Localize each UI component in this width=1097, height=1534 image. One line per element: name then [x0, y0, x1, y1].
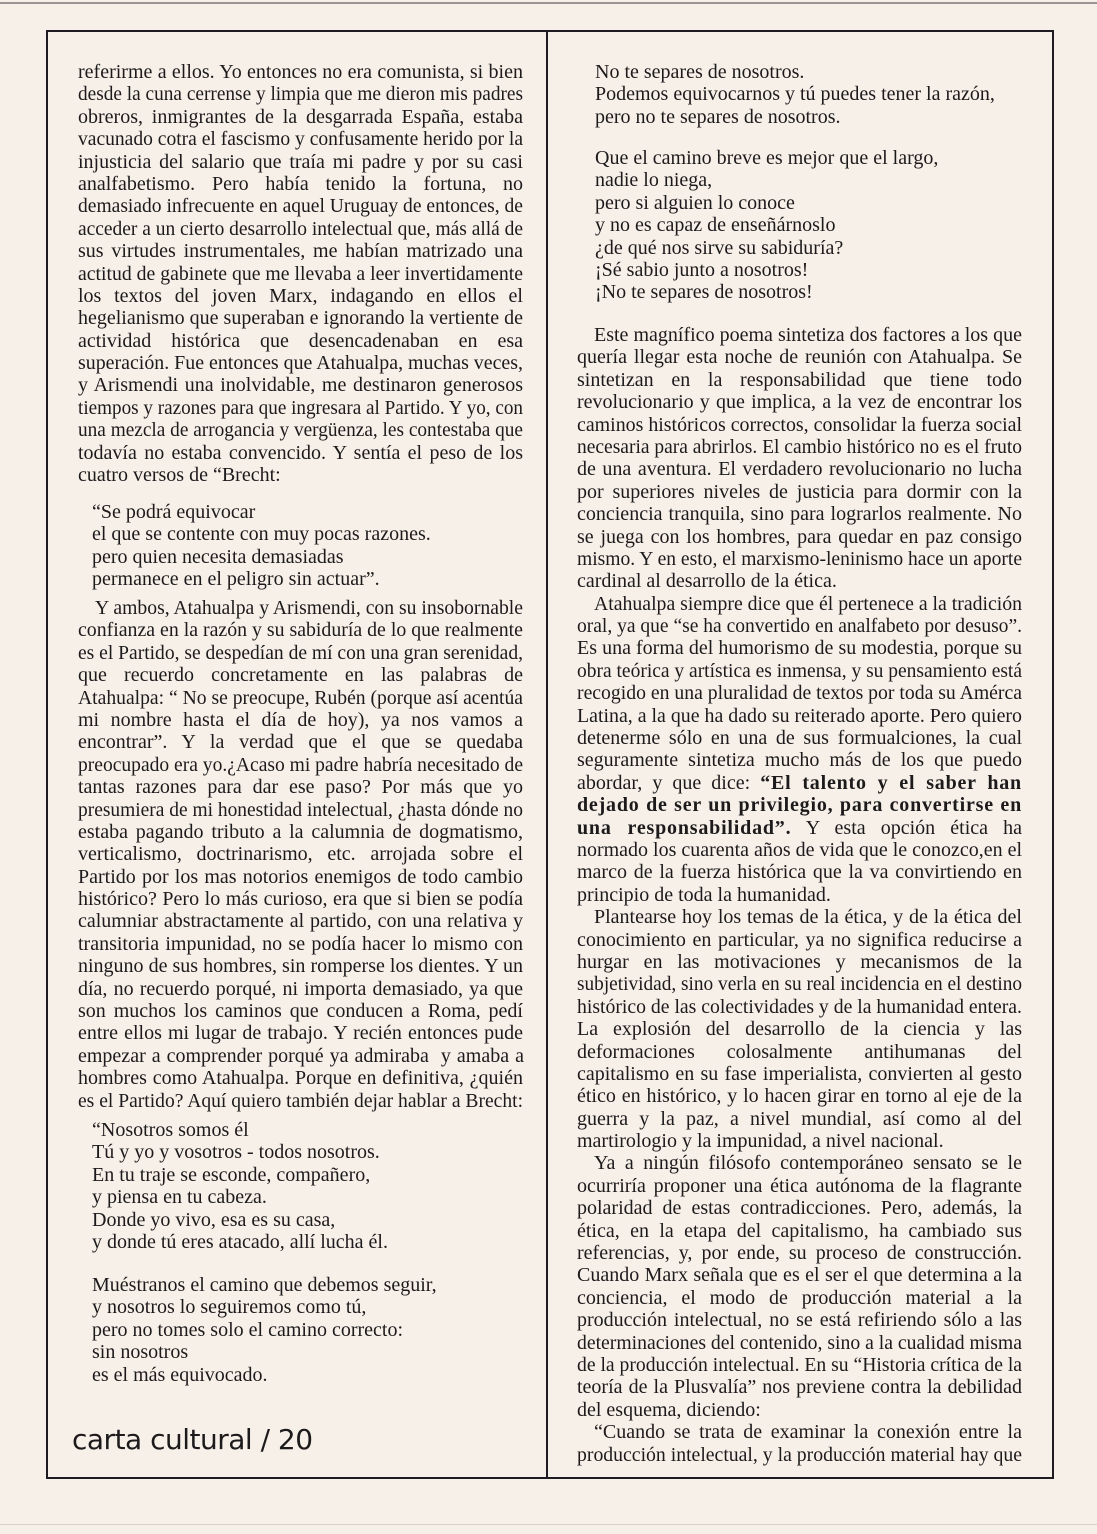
line-text: cuatro versos de “Brecht:	[78, 464, 281, 487]
line-text: ¿de qué nos sirve su sabiduría?	[595, 236, 844, 259]
line-text: detenerme sólo en una de sus formualciones, la cual	[577, 727, 1022, 750]
line-text: No te separes de nosotros.	[595, 61, 805, 83]
text-line	[577, 1018, 1022, 1040]
line-text: permanece en el peligro sin actuar”.	[92, 568, 380, 591]
text-line	[78, 642, 523, 664]
line-text: obreros, inmigrantes de la desgarrada España, estaba	[78, 105, 523, 128]
line-text: Este magnífico poema sintetiza dos factores a los que	[594, 324, 1022, 346]
text-line	[577, 1152, 1022, 1174]
line-text: Que el camino breve es mejor que el largo,	[595, 147, 939, 169]
bold-quote-text: dejado de ser un privilegio, para convertirse en	[577, 794, 1022, 817]
text-line	[78, 173, 523, 195]
line-text: Ya a ningún filósofo contemporáneo sensato se le	[594, 1152, 1022, 1175]
text-line	[78, 866, 523, 888]
text-line	[577, 1175, 1022, 1197]
line-text: referirme a ellos. Yo entonces no era comunista, si bien	[78, 61, 523, 83]
line-text: cardinal al desarrollo de la ética.	[577, 570, 837, 593]
line-text: es el más equivocado.	[92, 1363, 268, 1386]
text-line	[577, 169, 1022, 191]
line-text: “Cuando se trata de examinar la conexión entre la	[594, 1421, 1022, 1444]
line-text: histórico? Pero lo más curioso, era que si bien se podía	[78, 888, 523, 911]
text-line	[577, 1287, 1022, 1309]
footer-page-label: carta cultural / 20	[72, 1423, 313, 1456]
line-text: demasiado infrecuente en aquel Uruguay de entonces, de	[78, 195, 523, 218]
line-text: ¡No te separes de nosotros!	[595, 281, 813, 304]
text-line	[577, 951, 1022, 973]
line-text: Muéstranos el camino que debemos seguir,	[92, 1274, 437, 1296]
line-text: marco de la fuerza histórica que la va convirtiendo en	[577, 861, 1022, 884]
text-line	[78, 1319, 523, 1341]
text-line	[577, 346, 1022, 368]
text-line	[78, 1364, 523, 1386]
line-text: y donde tú eres atacado, allí lucha él.	[92, 1230, 388, 1253]
line-text: Podemos equivocarnos y tú puedes tener la razón,	[595, 83, 995, 106]
line-text: pero si alguien lo conoce	[595, 191, 795, 214]
line-text: de la producción intelectual. En su “Historia crítica de la	[577, 1353, 1022, 1376]
text-line	[577, 1220, 1022, 1242]
line-text: verticalismo, doctrinarismo, etc. arrojada sobre el	[78, 843, 523, 866]
text-line	[78, 195, 523, 217]
line-text: Y ambos, Atahualpa y Arismendi, con su insobornable	[95, 597, 523, 619]
text-line	[78, 709, 523, 731]
line-text: mi nombre hasta el día de hoy), ya nos vamos a	[78, 708, 523, 731]
text-line	[577, 147, 1022, 169]
text-line	[78, 83, 523, 105]
line-text: teoría de la Plusvalía” nos previene contra la debilidad	[577, 1376, 1022, 1399]
text-line	[577, 1421, 1022, 1443]
line-text: producción intelectual, y la producción material hay que	[577, 1443, 1022, 1466]
line-text: injusticia del salario que traía mi padre y por su casi	[78, 150, 523, 173]
text-line	[577, 414, 1022, 436]
poem-stanza	[78, 1274, 523, 1386]
text-line	[78, 776, 523, 798]
line-text: tantas razones para dar ese paso? Por más que yo	[78, 776, 523, 799]
text-line	[577, 1309, 1022, 1331]
line-text: pero quien necesita demasiadas	[92, 545, 344, 568]
line-text: ninguno de sus hombres, sin romperse los dientes. Y un	[78, 955, 523, 978]
text-line	[78, 240, 523, 262]
line-text: encontrar”. Y la verdad que el que se quedaba	[78, 731, 523, 754]
line-text: el que se contente con muy pocas razones.	[92, 523, 431, 546]
text-line	[577, 369, 1022, 391]
line-text: Es una forma del humorismo de su modestia, porque su	[577, 637, 1022, 660]
text-line	[78, 151, 523, 173]
paragraph	[78, 597, 523, 1112]
line-text: analfabetismo. Pero había tenido la fortuna, no	[78, 172, 523, 195]
line-text: día, no recuerdo porqué, ni importa demasiado, ya que	[78, 977, 523, 1000]
line-text: hegelianismo que superaban e ignorando la vertiente de	[78, 307, 523, 330]
line-text: ocurriría proponer una ética autónoma de la flagrante	[577, 1174, 1022, 1197]
text-line	[577, 436, 1022, 458]
line-text: producción intelectual, no se está refiriendo sólo a las	[577, 1309, 1022, 1332]
text-line	[78, 1231, 523, 1253]
text-line	[577, 996, 1022, 1018]
line-text: y nosotros lo seguiremos como tú,	[92, 1296, 367, 1319]
line-text: conciencia, el modo de producción material a la	[577, 1286, 1022, 1309]
text-line	[78, 910, 523, 932]
bold-quote-text: “El talento y el saber han	[760, 771, 1022, 794]
text-line	[78, 821, 523, 843]
line-text: transitoria impunidad, no se podía hacer lo mismo con	[78, 932, 523, 955]
line-text: empezar a comprender porqué ya admiraba y amaba a	[78, 1044, 524, 1067]
line-text: sin nosotros	[92, 1341, 189, 1364]
line-text: pero no te separes de nosotros.	[595, 105, 841, 128]
text-line	[78, 568, 523, 590]
text-line	[78, 523, 523, 545]
text-line	[78, 888, 523, 910]
line-text: pero no tomes solo el camino correcto:	[92, 1318, 404, 1341]
text-line	[78, 61, 523, 83]
line-text: es el Partido, se despedían de mí con una gran serenidad,	[78, 641, 523, 664]
line-text: oral, ya que “se ha convertido en analfabeto por desuso”.	[577, 615, 1022, 638]
article-text	[577, 324, 1022, 1466]
text-line	[577, 705, 1022, 727]
line-text: ético en histórico, y lo hacen girar en torno al eje de la	[577, 1085, 1022, 1108]
text-line	[78, 1090, 523, 1112]
paragraph	[577, 593, 1022, 906]
text-line	[577, 794, 1022, 816]
text-line	[78, 754, 523, 776]
line-text: una mezcla de arrogancia y vergüenza, les contestaba que	[78, 419, 523, 442]
text-line	[577, 1108, 1022, 1130]
line-text: quería llegar esta noche de reunión con Atahualpa. Se	[577, 346, 1022, 369]
text-line	[577, 772, 1022, 794]
line-text: revolucionario y que implica, a la vez de encontrar los	[577, 391, 1022, 414]
line-text: preocupado era yo.¿Acaso mi padre habría necesitado de	[78, 753, 523, 776]
line-text: Donde yo vivo, esa es su casa,	[92, 1208, 336, 1231]
line-text: referencias, y, por ende, su proceso de construcción.	[577, 1242, 1022, 1265]
line-text: actitud de gabinete que me llevaba a leer invertidamente	[78, 262, 523, 285]
line-text: actividad histórica que desencadenaban en esa	[78, 329, 523, 352]
line-text	[577, 772, 1022, 794]
text-line	[78, 1022, 523, 1044]
line-text: Partido por los mas notorios enemigos de todo cambio	[78, 865, 523, 888]
text-line	[78, 619, 523, 641]
text-line	[577, 1085, 1022, 1107]
line-text: entre ellos mi lugar de trabajo. Y recién entonces pude	[78, 1022, 523, 1045]
line-text: y piensa en tu cabeza.	[92, 1186, 267, 1209]
text-line	[78, 664, 523, 686]
line-text: estaba pagando tributo a la calumnia de dogmatismo,	[78, 820, 523, 843]
text-line	[577, 660, 1022, 682]
line-text: normado los cuarenta años de vida que le conozco,en el	[577, 838, 1022, 861]
text-line	[577, 526, 1022, 548]
text-line	[577, 259, 1022, 281]
text-line	[78, 799, 523, 821]
line-text: todavía no estaba convencido. Y sentía el peso de los	[78, 441, 523, 464]
text-line	[78, 442, 523, 464]
line-text: calumniar abstractamente al partido, con una relativa y	[78, 910, 523, 933]
line-text: Plantearse hoy los temas de la ética, y de la ética del	[594, 906, 1022, 929]
text-line	[78, 1274, 523, 1296]
right-column	[577, 0, 1022, 1534]
line-text: hombres como Atahualpa. Porque en definitiva, ¿quién	[78, 1067, 523, 1090]
line-text: por superiores niveles de justicia para dormir con la	[577, 480, 1022, 503]
line-text: capitalismo en su fase imperialista, convierten al gesto	[577, 1062, 1022, 1085]
text-line	[577, 570, 1022, 592]
text-line	[78, 352, 523, 374]
line-text: acceder a un cierto desarrollo intelectual que, más allá de	[78, 217, 523, 240]
text-line	[78, 464, 523, 486]
line-text: subjetividad, sino verla en su real incidencia en el destino	[577, 973, 1022, 996]
text-line	[577, 1399, 1022, 1421]
paragraph	[577, 906, 1022, 1152]
line-text: superación. Fue entonces que Atahualpa, muchas veces,	[78, 352, 523, 375]
left-column	[78, 0, 523, 1534]
line-text: principio de toda la humanidad.	[577, 883, 831, 906]
text-line	[78, 106, 523, 128]
line-text: Latina, a la que ha dado su reiterado aporte. Pero quiero	[577, 704, 1022, 727]
text-line	[577, 281, 1022, 303]
text-line	[78, 397, 523, 419]
line-text: confianza en la razón y su sabiduría de lo que realmente	[78, 619, 523, 642]
text-line	[577, 83, 1022, 105]
text-line	[78, 1119, 523, 1141]
text-line	[78, 374, 523, 396]
line-text: presumiera de mi honestidad intelectual, ¿hasta dónde no	[78, 798, 523, 821]
text-line	[577, 637, 1022, 659]
text-line	[577, 1130, 1022, 1152]
text-line	[577, 481, 1022, 503]
poem-stanza	[78, 501, 523, 591]
paragraph	[577, 1421, 1022, 1466]
line-text: Tú y yo y vosotros - todos nosotros.	[92, 1141, 380, 1164]
text-line	[78, 731, 523, 753]
line-text: determinaciones del contenido, sino a la cualidad misma	[577, 1331, 1022, 1354]
line-text	[577, 794, 1022, 816]
text-line	[78, 285, 523, 307]
text-line	[577, 1332, 1022, 1354]
text-line	[78, 1341, 523, 1363]
text-line	[577, 884, 1022, 906]
line-text: nadie lo niega,	[595, 169, 713, 192]
text-line	[78, 955, 523, 977]
text-line	[577, 214, 1022, 236]
text-line	[78, 933, 523, 955]
paragraph	[577, 1152, 1022, 1421]
paragraph	[577, 324, 1022, 593]
text-line	[577, 727, 1022, 749]
text-line	[577, 1444, 1022, 1466]
line-text: de una aventura. El verdadero revolucionario no lucha	[577, 458, 1022, 481]
text-line	[78, 1045, 523, 1067]
line-text: sintetizan en la responsabilidad que tiene todo	[577, 368, 1022, 391]
text-line	[577, 458, 1022, 480]
line-text: hurgar en las motivaciones y mecanismos de la	[577, 950, 1022, 973]
line-text: mismo. Y en esto, el marxismo-leninismo hace un aporte	[577, 547, 1022, 570]
line-text: sus virtudes instrumentales, me habían matrizado una	[78, 240, 523, 263]
line-text: La explosión del desarrollo de la ciencia y las	[577, 1018, 1022, 1041]
text-segment: abordar, y que dice:	[577, 771, 761, 794]
line-text: los textos del joven Marx, indagando en ellos el	[78, 284, 523, 307]
poem-stanza	[577, 147, 1022, 304]
text-line	[577, 1041, 1022, 1063]
line-text: del esquema, diciendo:	[577, 1398, 761, 1421]
text-line	[78, 419, 523, 441]
text-line	[78, 1000, 523, 1022]
text-line	[577, 1063, 1022, 1085]
text-line	[78, 687, 523, 709]
text-line	[78, 1296, 523, 1318]
text-line	[78, 501, 523, 523]
line-text: deformaciones colosalmente antihumanas del	[577, 1040, 1022, 1063]
text-line	[577, 615, 1022, 637]
text-line	[78, 128, 523, 150]
line-text: Atahualpa siempre dice que él pertenece a la tradición	[594, 592, 1022, 615]
line-text	[577, 817, 1022, 839]
poem-stanza	[577, 61, 1022, 128]
text-line	[577, 749, 1022, 771]
text-line	[78, 1186, 523, 1208]
paragraph	[78, 61, 523, 486]
line-text: que recuerdo concretamente en las palabras de	[78, 664, 523, 687]
article-text	[78, 61, 523, 486]
text-line	[78, 978, 523, 1000]
text-line	[577, 503, 1022, 525]
line-text: conciencia tranquila, sino para lograrlos realmente. No	[577, 503, 1022, 526]
text-line	[577, 861, 1022, 883]
text-line	[577, 1376, 1022, 1398]
line-text: martirologio y la impunidad, a nivel nacional.	[577, 1130, 944, 1153]
text-line	[577, 324, 1022, 346]
text-line	[577, 682, 1022, 704]
text-line	[577, 61, 1022, 83]
text-line	[577, 1197, 1022, 1219]
line-text: obra teórica y artística es inmensa, y su pensamiento está	[577, 659, 1022, 682]
line-text: “Nosotros somos él	[92, 1119, 249, 1141]
text-line	[78, 546, 523, 568]
text-line	[577, 548, 1022, 570]
line-text: son muchos los caminos que conducen a Roma, pedí	[78, 1000, 523, 1023]
text-line	[78, 218, 523, 240]
text-line	[78, 1209, 523, 1231]
line-text: conocimiento en particular, ya no significa reducirse a	[577, 928, 1022, 951]
text-line	[78, 843, 523, 865]
article-text	[78, 597, 523, 1112]
line-text: y no es capaz de enseñárnoslo	[595, 214, 836, 237]
text-segment: Y esta opción ética ha	[791, 816, 1022, 839]
line-text: guerra y la paz, a nivel mundial, así como al del	[577, 1107, 1022, 1130]
text-line	[577, 192, 1022, 214]
text-line	[78, 1164, 523, 1186]
line-text: desde la cuna cerrense y limpia que me dieron mis padres	[78, 83, 523, 106]
line-text: ¡Sé sabio junto a nosotros!	[595, 258, 809, 281]
line-text: vacunado cotra el fascismo y confusamente herido por la	[78, 128, 523, 151]
line-text: ética, en la etapa del capitalismo, ha cambiado sus	[577, 1219, 1022, 1242]
text-line	[78, 597, 523, 619]
text-line	[78, 1067, 523, 1089]
line-text: Atahualpa: “ No se preocupe, Rubén (porque así acentúa	[78, 686, 523, 709]
column-divider	[546, 30, 548, 1479]
text-line	[577, 593, 1022, 615]
poem-stanza	[78, 1119, 523, 1253]
text-line	[78, 307, 523, 329]
line-text: es el Partido? Aquí quiero también dejar hablar a Brecht:	[78, 1089, 523, 1112]
line-text: caminos históricos correctos, consolidar la fuerza social	[577, 413, 1022, 436]
line-text: recogido en una pluralidad de textos por toda su Amérca	[577, 682, 1022, 705]
text-line	[577, 906, 1022, 928]
text-line	[577, 1242, 1022, 1264]
text-line	[78, 1141, 523, 1163]
text-line	[577, 973, 1022, 995]
line-text: polaridad de estas contradicciones. Pero, además, la	[577, 1197, 1022, 1220]
line-text: tiempos y razones para que ingresara al Partido. Y yo, con	[78, 396, 523, 419]
text-line	[577, 106, 1022, 128]
text-line	[577, 391, 1022, 413]
line-text: Cuando Marx señala que es el ser el que determina a la	[577, 1264, 1022, 1287]
text-line	[78, 263, 523, 285]
line-text: se juega con los hombres, para quedar en paz consigo	[577, 525, 1022, 548]
text-line	[577, 1354, 1022, 1376]
line-text: “Se podrá equivocar	[92, 501, 256, 523]
line-text: seguramente sintetiza mucho más de los que puedo	[577, 749, 1022, 772]
text-line	[577, 929, 1022, 951]
line-text: histórico de las colectividades y de la humanidad entera.	[577, 995, 1022, 1018]
line-text: necesaria para abrirlos. El cambio histórico no es el fruto	[577, 435, 1022, 458]
text-line	[577, 839, 1022, 861]
text-line	[78, 330, 523, 352]
text-line	[577, 817, 1022, 839]
bold-quote-text: una responsabilidad”.	[577, 816, 792, 839]
line-text: y Arismendi una inolvidable, me destinaron generosos	[78, 374, 523, 397]
text-line	[577, 237, 1022, 259]
text-line	[577, 1264, 1022, 1286]
line-text: En tu traje se esconde, compañero,	[92, 1163, 371, 1186]
